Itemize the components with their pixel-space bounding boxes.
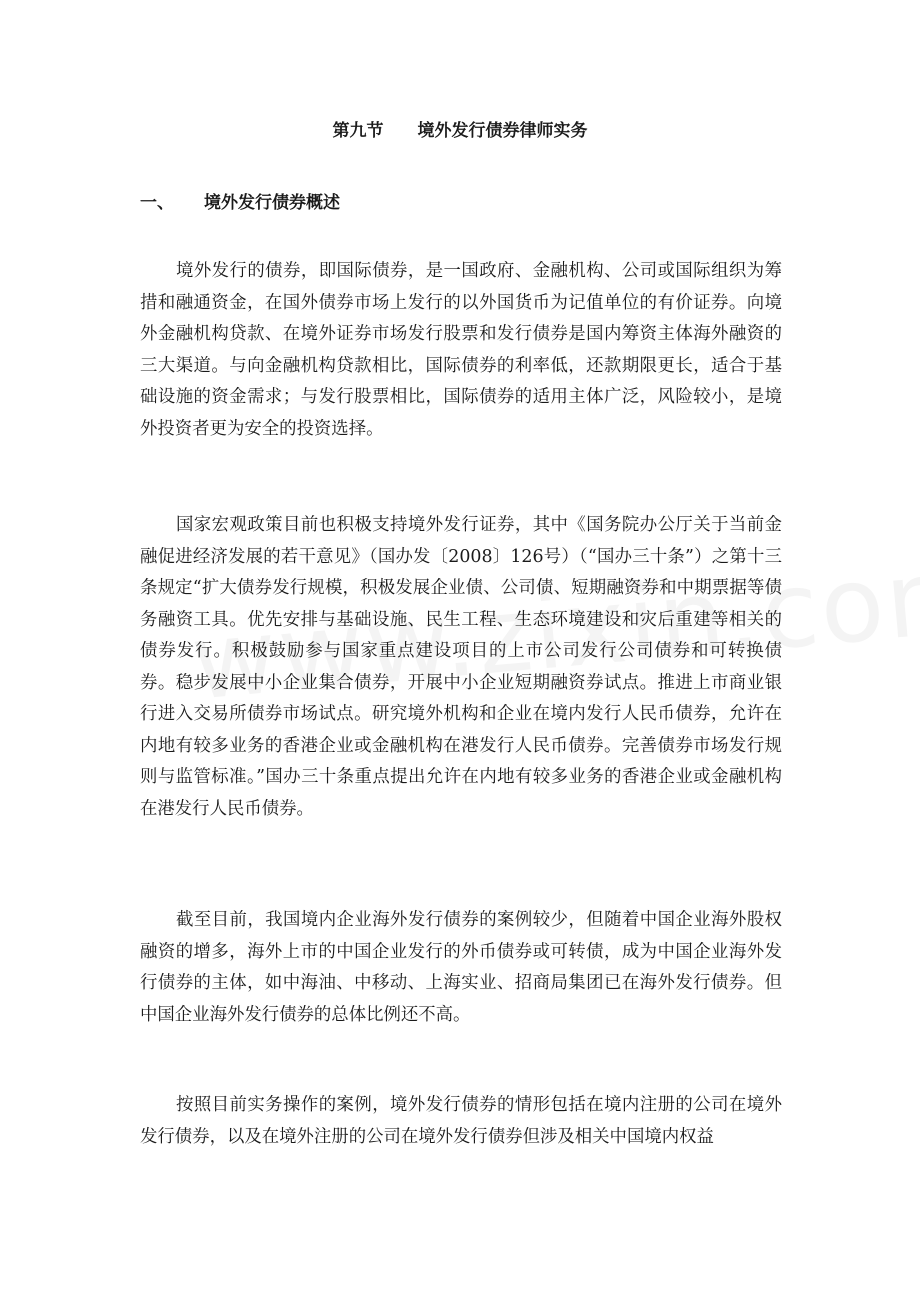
heading-text: 境外发行债券概述 [204, 193, 340, 213]
paragraph-current-status: 截至目前，我国境内企业海外发行债券的案例较少，但随着中国企业海外股权融资的增多，海外上市的中国企业发行的外币债券或可转债，成为中国企业海外发行债券的主体，如中海油、中移动、上海实业、招商局集团已在海外发行债券。但中国企业海外发行债券的总体比例还不高。 [140, 910, 782, 1025]
heading-number: 一、 [140, 193, 174, 213]
paragraph-policy: 国家宏观政策目前也积极支持境外发行证券，其中《国务院办公厅关于当前金融促进经济发展的若干意见》（国办发〔2008〕126号）（“国办三十条”）之第十三条规定“扩大债券发行规模，积极发展企业债、公司债、短期融资券和中期票据等债务融资工具。优先安排与基础设施、民生工程、生态环境建设和灾后重建等相关的债券发行。积极鼓励参与国家重点建设项目的上市公司发行公司债券和可转换债券。稳步发展中小企业集合债券，开展中小企业短期融资券试点。推进上市商业银行进入交易所债券市场试点。研究境外机构和企业在境内发行人民币债券，允许在内地有较多业务的香港企业或金融机构在港发行人民币债券。完善债券市场发行规则与监管标准。”国办三十条重点提出允许在内地有较多业务的香港企业或金融机构在港发行人民币债券。 [140, 515, 782, 819]
paragraph-overview: 境外发行的债券，即国际债券，是一国政府、金融机构、公司或国际组织为筹措和融通资金，在国外债券市场上发行的以外国货币为记值单位的有价证券。向境外金融机构贷款、在境外证券市场发行股票和发行债券是国内筹资主体海外融资的三大渠道。与向金融机构贷款相比，国际债券的利率低，还款期限更长，适合于基础设施的资金需求；与发行股票相比，国际债券的适用主体广泛，风险较小，是境外投资者更为安全的投资选择。 [140, 261, 782, 439]
paragraph-practice-cases: 按照目前实务操作的案例，境外发行债券的情形包括在境内注册的公司在境外发行债券，以及在境外注册的公司在境外发行债券但涉及相关中国境内权益 [140, 1095, 782, 1147]
chapter-heading [140, 190, 340, 216]
section-name: 境外发行债券律师实务 [417, 121, 588, 141]
section-number: 第九节 [332, 121, 384, 141]
section-title [0, 118, 920, 144]
